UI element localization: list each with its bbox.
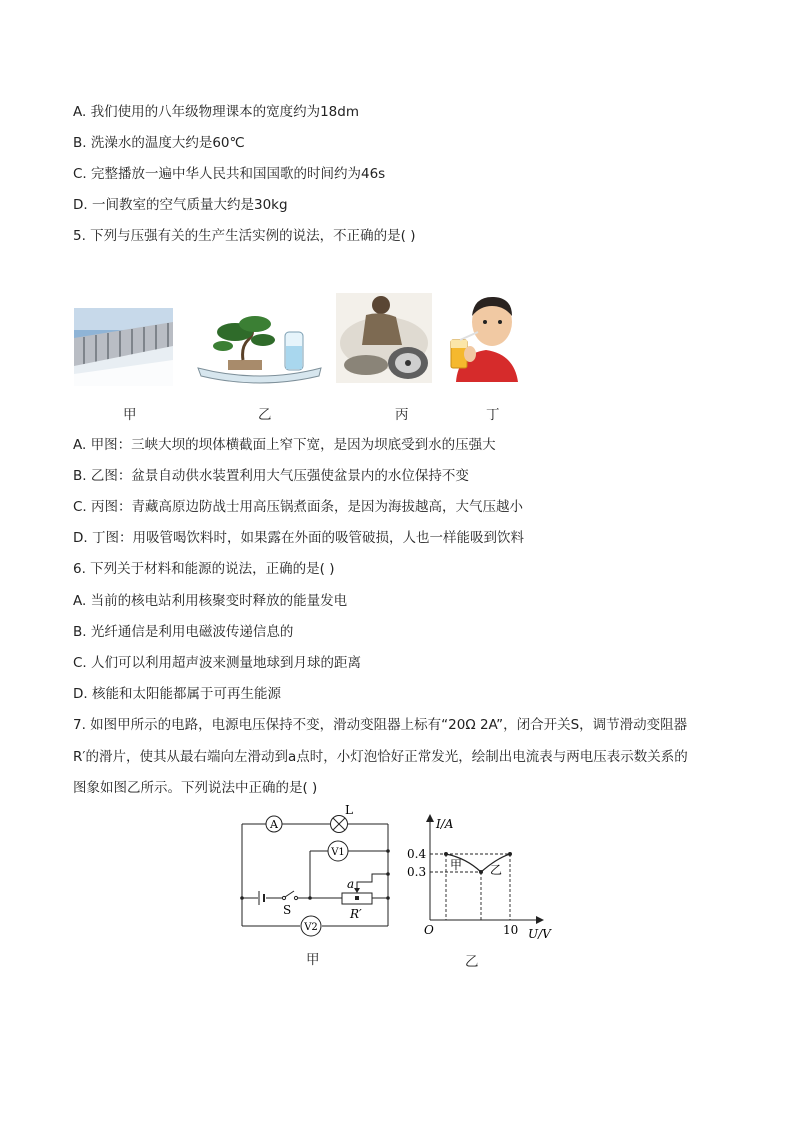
q5-option-a: A. 甲图：三峡大坝的坝体横截面上窄下宽，是因为坝底受到水的压强大 xyxy=(73,437,496,453)
rheostat-label: R′ xyxy=(350,907,362,921)
q6-option-c: C. 人们可以利用超声波来测量地球到月球的距离 xyxy=(73,655,362,671)
q7-stem-line-2: R′的滑片，使其从最右端向左滑动到a点时，小灯泡恰好正常发光，绘制出电流表与两电压表示数关系的 xyxy=(73,749,688,765)
x-axis-label: U/V xyxy=(528,927,551,941)
q5-option-d: D. 丁图：用吸管喝饮料时，如果露在外面的吸管破损，人也一样能吸到饮料 xyxy=(73,530,524,546)
y-tick-label: 0.4 xyxy=(407,847,427,861)
q4-option-d: D. 一间教室的空气质量大约是30kg xyxy=(73,197,288,213)
q5-option-c: C. 丙图：青藏高原边防战士用高压锅煮面条，是因为海拔越高，大气压越小 xyxy=(73,499,524,515)
boy-drinking-photo xyxy=(448,292,524,382)
origin-label: O xyxy=(424,923,434,937)
figure-caption-bing: 丙 xyxy=(395,407,409,423)
slider-point-label: a xyxy=(347,877,355,891)
pressure-cooker-photo xyxy=(336,293,432,383)
curve-label-jia: 甲 xyxy=(450,858,463,872)
ammeter-label: A xyxy=(270,818,278,831)
q6-option-d: D. 核能和太阳能都属于可再生能源 xyxy=(73,686,281,702)
y-tick-label: 0.3 xyxy=(407,865,427,879)
circuit-caption: 甲 xyxy=(306,952,320,968)
q4-option-b: B. 洗澡水的温度大约是60℃ xyxy=(73,135,245,151)
iu-graph xyxy=(404,808,564,946)
circuit-diagram xyxy=(236,802,396,944)
q6-option-a: A. 当前的核电站利用核聚变时释放的能量发电 xyxy=(73,593,348,609)
voltmeter-v2-label: V2 xyxy=(304,922,318,933)
graph-caption: 乙 xyxy=(465,954,479,970)
lamp-label: L xyxy=(345,803,353,817)
q5-stem: 5. 下列与压强有关的生产生活实例的说法，不正确的是( ) xyxy=(73,228,416,244)
q6-option-b: B. 光纤通信是利用电磁波传递信息的 xyxy=(73,624,294,640)
y-axis-label: I/A xyxy=(436,817,454,831)
figure-caption-jia: 甲 xyxy=(123,407,137,423)
dam-photo xyxy=(74,308,173,386)
bonsai-figure xyxy=(193,312,327,384)
q4-option-c: C. 完整播放一遍中华人民共和国国歌的时间约为46s xyxy=(73,166,386,182)
figure-caption-yi: 乙 xyxy=(258,407,272,423)
figure-caption-ding: 丁 xyxy=(486,407,500,423)
q7-stem-line-1: 7. 如图甲所示的电路，电源电压保持不变，滑动变阻器上标有“20Ω 2A”，闭合开关S，调节滑动变阻器 xyxy=(73,717,688,733)
switch-label: S xyxy=(283,903,292,917)
curve-label-yi: 乙 xyxy=(490,863,503,877)
q5-option-b: B. 乙图：盆景自动供水装置利用大气压强使盆景内的水位保持不变 xyxy=(73,468,469,484)
q6-stem: 6. 下列关于材料和能源的说法，正确的是( ) xyxy=(73,561,335,577)
q4-option-a: A. 我们使用的八年级物理课本的宽度约为18dm xyxy=(73,104,359,120)
x-tick-label: 10 xyxy=(503,923,519,937)
q7-stem-line-3: 图象如图乙所示。下列说法中正确的是( ) xyxy=(73,780,318,796)
voltmeter-v1-label: V1 xyxy=(331,847,345,858)
